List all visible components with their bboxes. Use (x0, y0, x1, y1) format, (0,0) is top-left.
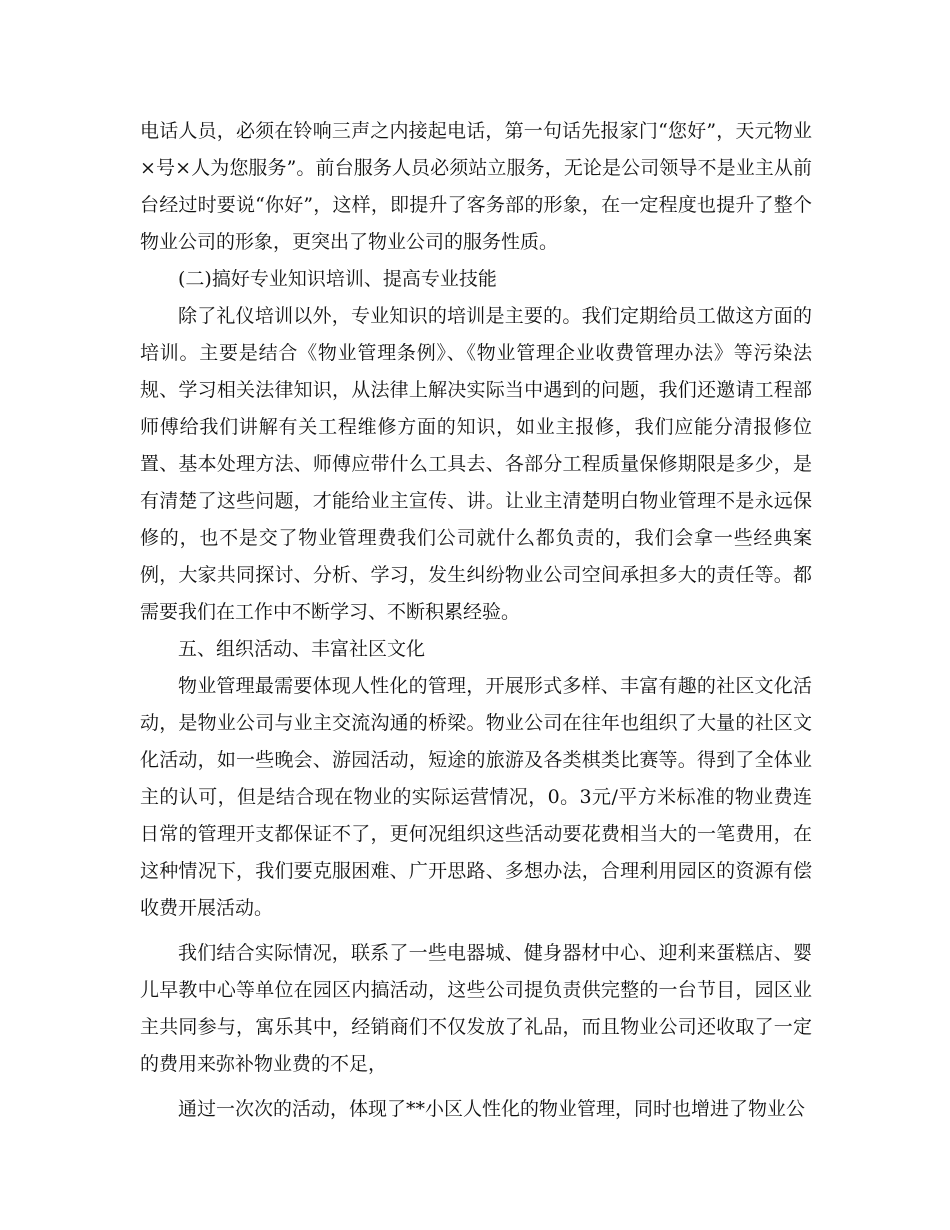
document-body (140, 113, 812, 1128)
section-heading-community-activities: 五、组织活动、丰富社区文化 (178, 638, 426, 660)
paragraph-activity-results: 通过一次次的活动，体现了**小区人性化的物业管理，同时也增进了物业公 (178, 1098, 806, 1120)
paragraph-phone-service: 电话人员，必须在铃响三声之内接起电话，第一句话先报家门“您好”，天元物业×号×人为您服务”。前台服务人员必须站立服务，无论是公司领导不是业主从前台经过时要说“你好”，这样，即提升了客务部的形象，在一定程度也提升了整个物业公司的形象，更突出了物业公司的服务性质。 (140, 120, 812, 253)
paragraph-community-culture: 物业管理最需要体现人性化的管理，开展形式多样、丰富有趣的社区文化活动，是物业公司与业主交流沟通的桥梁。物业公司在往年也组织了大量的社区文化活动，如一些晚会、游园活动，短途的旅游及各类棋类比赛等。得到了全体业主的认可，但是结合现在物业的实际运营情况，0。3元/平方米标准的物业费连日常的管理开支都保证不了，更何况组织这些活动要花费相当大的一笔费用，在这种情况下，我们要克服困难、广开思路、多想办法，合理利用园区的资源有偿收费开展活动。 (140, 675, 812, 919)
paragraph-partner-events: 我们结合实际情况，联系了一些电器城、健身器材中心、迎利来蛋糕店、婴儿早教中心等单位在园区内搞活动，这些公司提负责供完整的一台节目，园区业主共同参与，寓乐其中，经销商们不仅发放了礼品，而且物业公司还收取了一定的费用来弥补物业费的不足， (140, 942, 812, 1075)
section-heading-professional-training: (二)搞好专业知识培训、提高专业技能 (178, 268, 497, 290)
paragraph-professional-training: 除了礼仪培训以外，专业知识的培训是主要的。我们定期给员工做这方面的培训。主要是结合《物业管理条例》、《物业管理企业收费管理办法》等污染法规、学习相关法律知识，从法律上解决实际当中遇到的问题，我们还邀请工程部师傅给我们讲解有关工程维修方面的知识，如业主报修，我们应能分清报修位置、基本处理方法、师傅应带什么工具去、各部分工程质量保修期限是多少，是有清楚了这些问题，才能给业主宣传、讲。让业主清楚明白物业管理不是永远保修的，也不是交了物业管理费我们公司就什么都负责的，我们会拿一些经典案例，大家共同探讨、分析、学习，发生纠纷物业公司空间承担多大的责任等。都需要我们在工作中不断学习、不断积累经验。 (140, 305, 812, 623)
